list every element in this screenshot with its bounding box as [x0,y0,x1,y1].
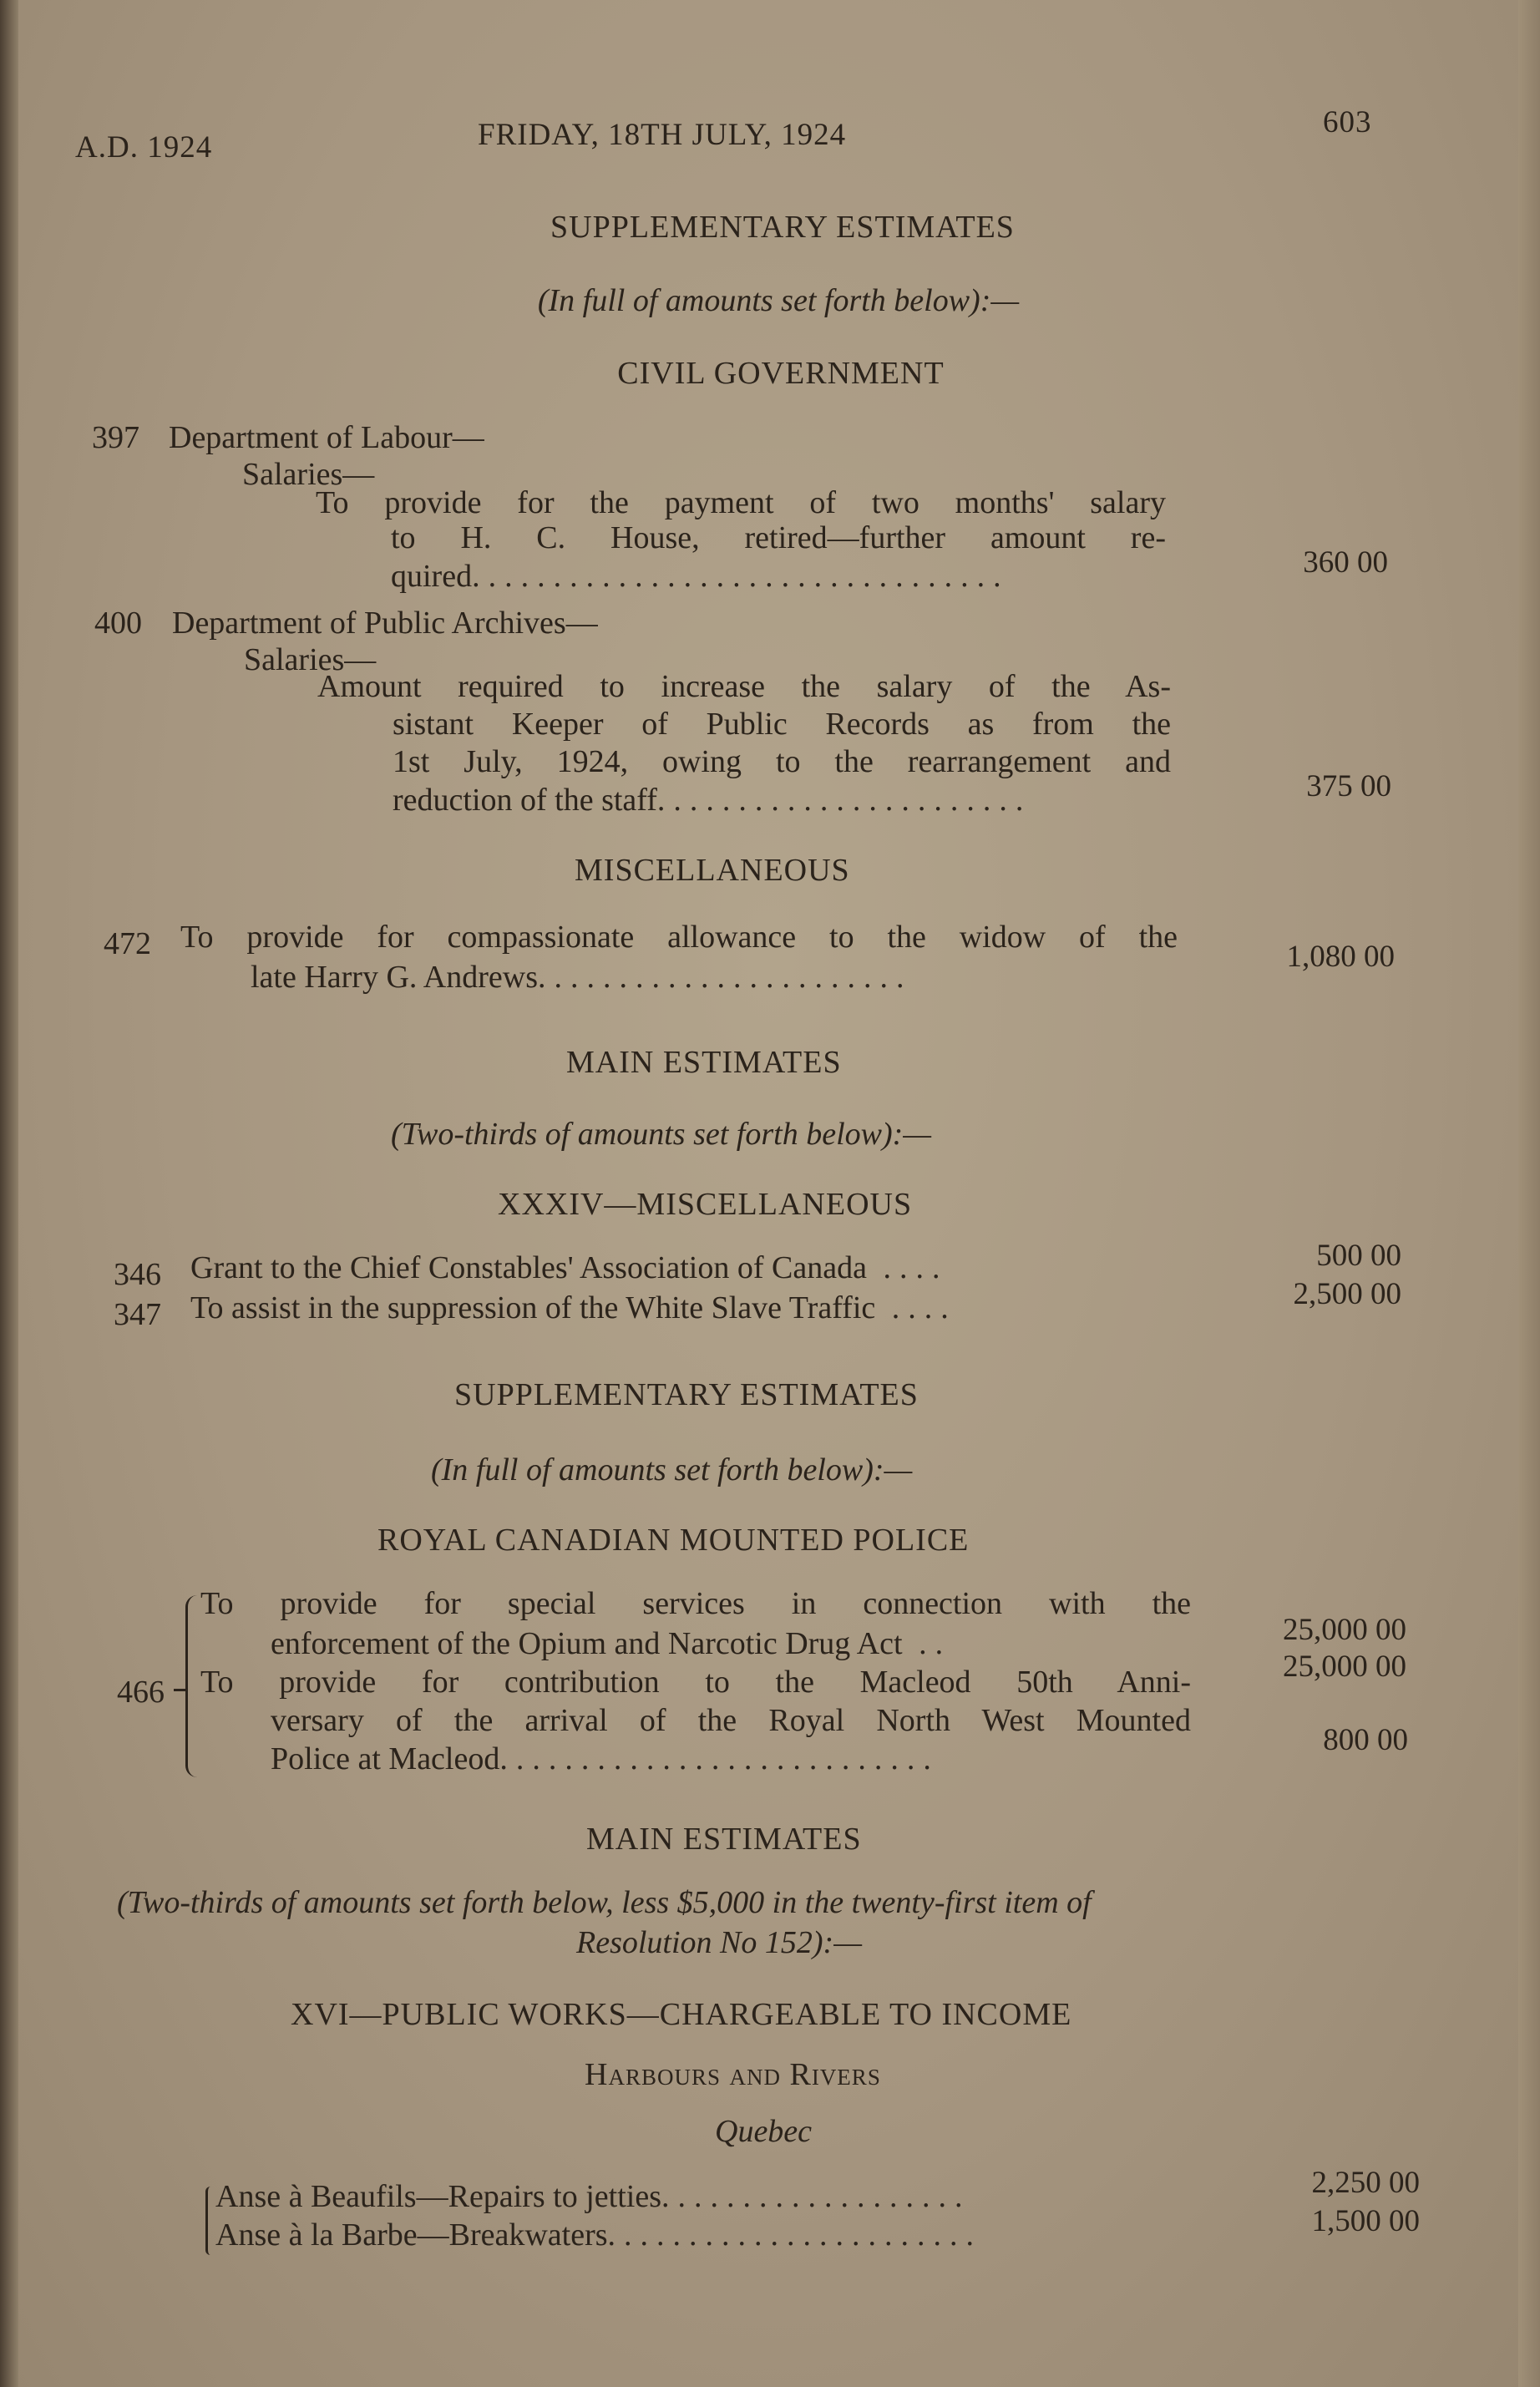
section3-subtitle: (In full of amounts set forth below):— [431,1452,913,1487]
item-400-line-4: reduction of the staff....................... [393,783,1032,818]
item-400-line-1: Amount required to increase the salary of the As- [317,669,1171,704]
item-466-brace [185,1595,201,1777]
section4-title: MAIN ESTIMATES [586,1822,862,1857]
item-397-number: 397 [92,420,139,455]
quebec-item-1-amount: 2,250 00 [1311,2166,1420,2200]
xxxiv-miscellaneous-heading: XXXIV—MISCELLANEOUS [498,1187,913,1222]
header-date: FRIDAY, 18TH JULY, 1924 [478,118,847,152]
item-400-department: Department of Public Archives— [172,606,598,641]
rcmp-heading: ROYAL CANADIAN MOUNTED POLICE [377,1523,970,1558]
item-466b-line-3: Police at Macleod........................... [271,1741,940,1776]
item-400-number: 400 [94,606,142,641]
quebec-item-2-text: Anse à la Barbe—Breakwaters....................... [215,2217,983,2253]
item-346-amount: 500 00 [1316,1239,1401,1273]
section1-subtitle: (In full of amounts set forth below):— [537,283,1020,318]
item-400-amount: 375 00 [1306,769,1391,803]
harbours-rivers-subheading: Harbours and Rivers [585,2057,881,2092]
page-number: 603 [1323,105,1372,139]
public-works-heading: XVI—PUBLIC WORKS—CHARGEABLE TO INCOME [291,1997,1072,2032]
miscellaneous-heading: MISCELLANEOUS [575,853,850,888]
section4-subtitle-line-2: Resolution No 152):— [576,1925,862,1960]
section3-title: SUPPLEMENTARY ESTIMATES [454,1377,919,1412]
item-397-line-1: To provide for the payment of two months' salary [316,485,1166,520]
header-year: A.D. 1924 [75,130,213,165]
item-472-line-1: To provide for compassionate allowance to the widow of the [180,920,1178,955]
item-397-line-3: quired................................. [391,559,1010,594]
item-466a-line-2: enforcement of the Opium and Narcotic Drug Act .. [271,1626,952,1661]
item-397-amount: 360 00 [1303,545,1388,580]
item-347-text: To assist in the suppression of the White Slave Traffic .... [190,1290,957,1325]
item-397-sub: Salaries— [242,457,375,492]
quebec-item-2-amount: 1,500 00 [1311,2204,1420,2238]
item-400-line-3: 1st July, 1924, owing to the rearrangement and [393,744,1171,779]
item-466b-line-1: To provide for contribution to the Macleod 50th Anni- [200,1665,1191,1700]
item-466a-amount: 25,000 00 [1283,1613,1406,1647]
item-466b-amount-2: 800 00 [1323,1723,1408,1757]
section4-subtitle-line-1: (Two-thirds of amounts set forth below, less $5,000 in the twenty-first item of [117,1885,1092,1920]
item-472-line-2: late Harry G. Andrews....................... [251,960,913,995]
item-397-department: Department of Labour— [169,420,484,455]
item-472-amount: 1,080 00 [1286,940,1395,974]
item-400-line-2: sistant Keeper of Public Records as from the [393,707,1171,742]
item-466b-amount-1: 25,000 00 [1283,1650,1406,1684]
item-347-amount: 2,500 00 [1293,1277,1401,1311]
item-466a-line-1: To provide for special services in connection with the [200,1586,1191,1621]
civil-government-heading: CIVIL GOVERNMENT [617,356,945,391]
province-quebec: Quebec [715,2114,813,2149]
item-466-brace-tip [174,1689,185,1691]
item-346-text: Grant to the Chief Constables' Association of Canada .... [190,1250,949,1285]
item-472-number: 472 [104,926,151,961]
item-400-sub: Salaries— [244,642,377,677]
item-397-line-2: to H. C. House, retired—further amount re- [391,520,1166,555]
section1-title: SUPPLEMENTARY ESTIMATES [550,210,1015,245]
quebec-item-1-text: Anse à Beaufils—Repairs to jetties................... [215,2179,971,2214]
section2-subtitle: (Two-thirds of amounts set forth below):— [391,1117,932,1152]
section2-title: MAIN ESTIMATES [566,1045,842,1080]
item-466-number: 466 [117,1675,165,1710]
item-347-number: 347 [114,1297,161,1332]
item-466b-line-2: versary of the arrival of the Royal North West Mounted [271,1703,1191,1738]
item-346-number: 346 [114,1257,161,1292]
